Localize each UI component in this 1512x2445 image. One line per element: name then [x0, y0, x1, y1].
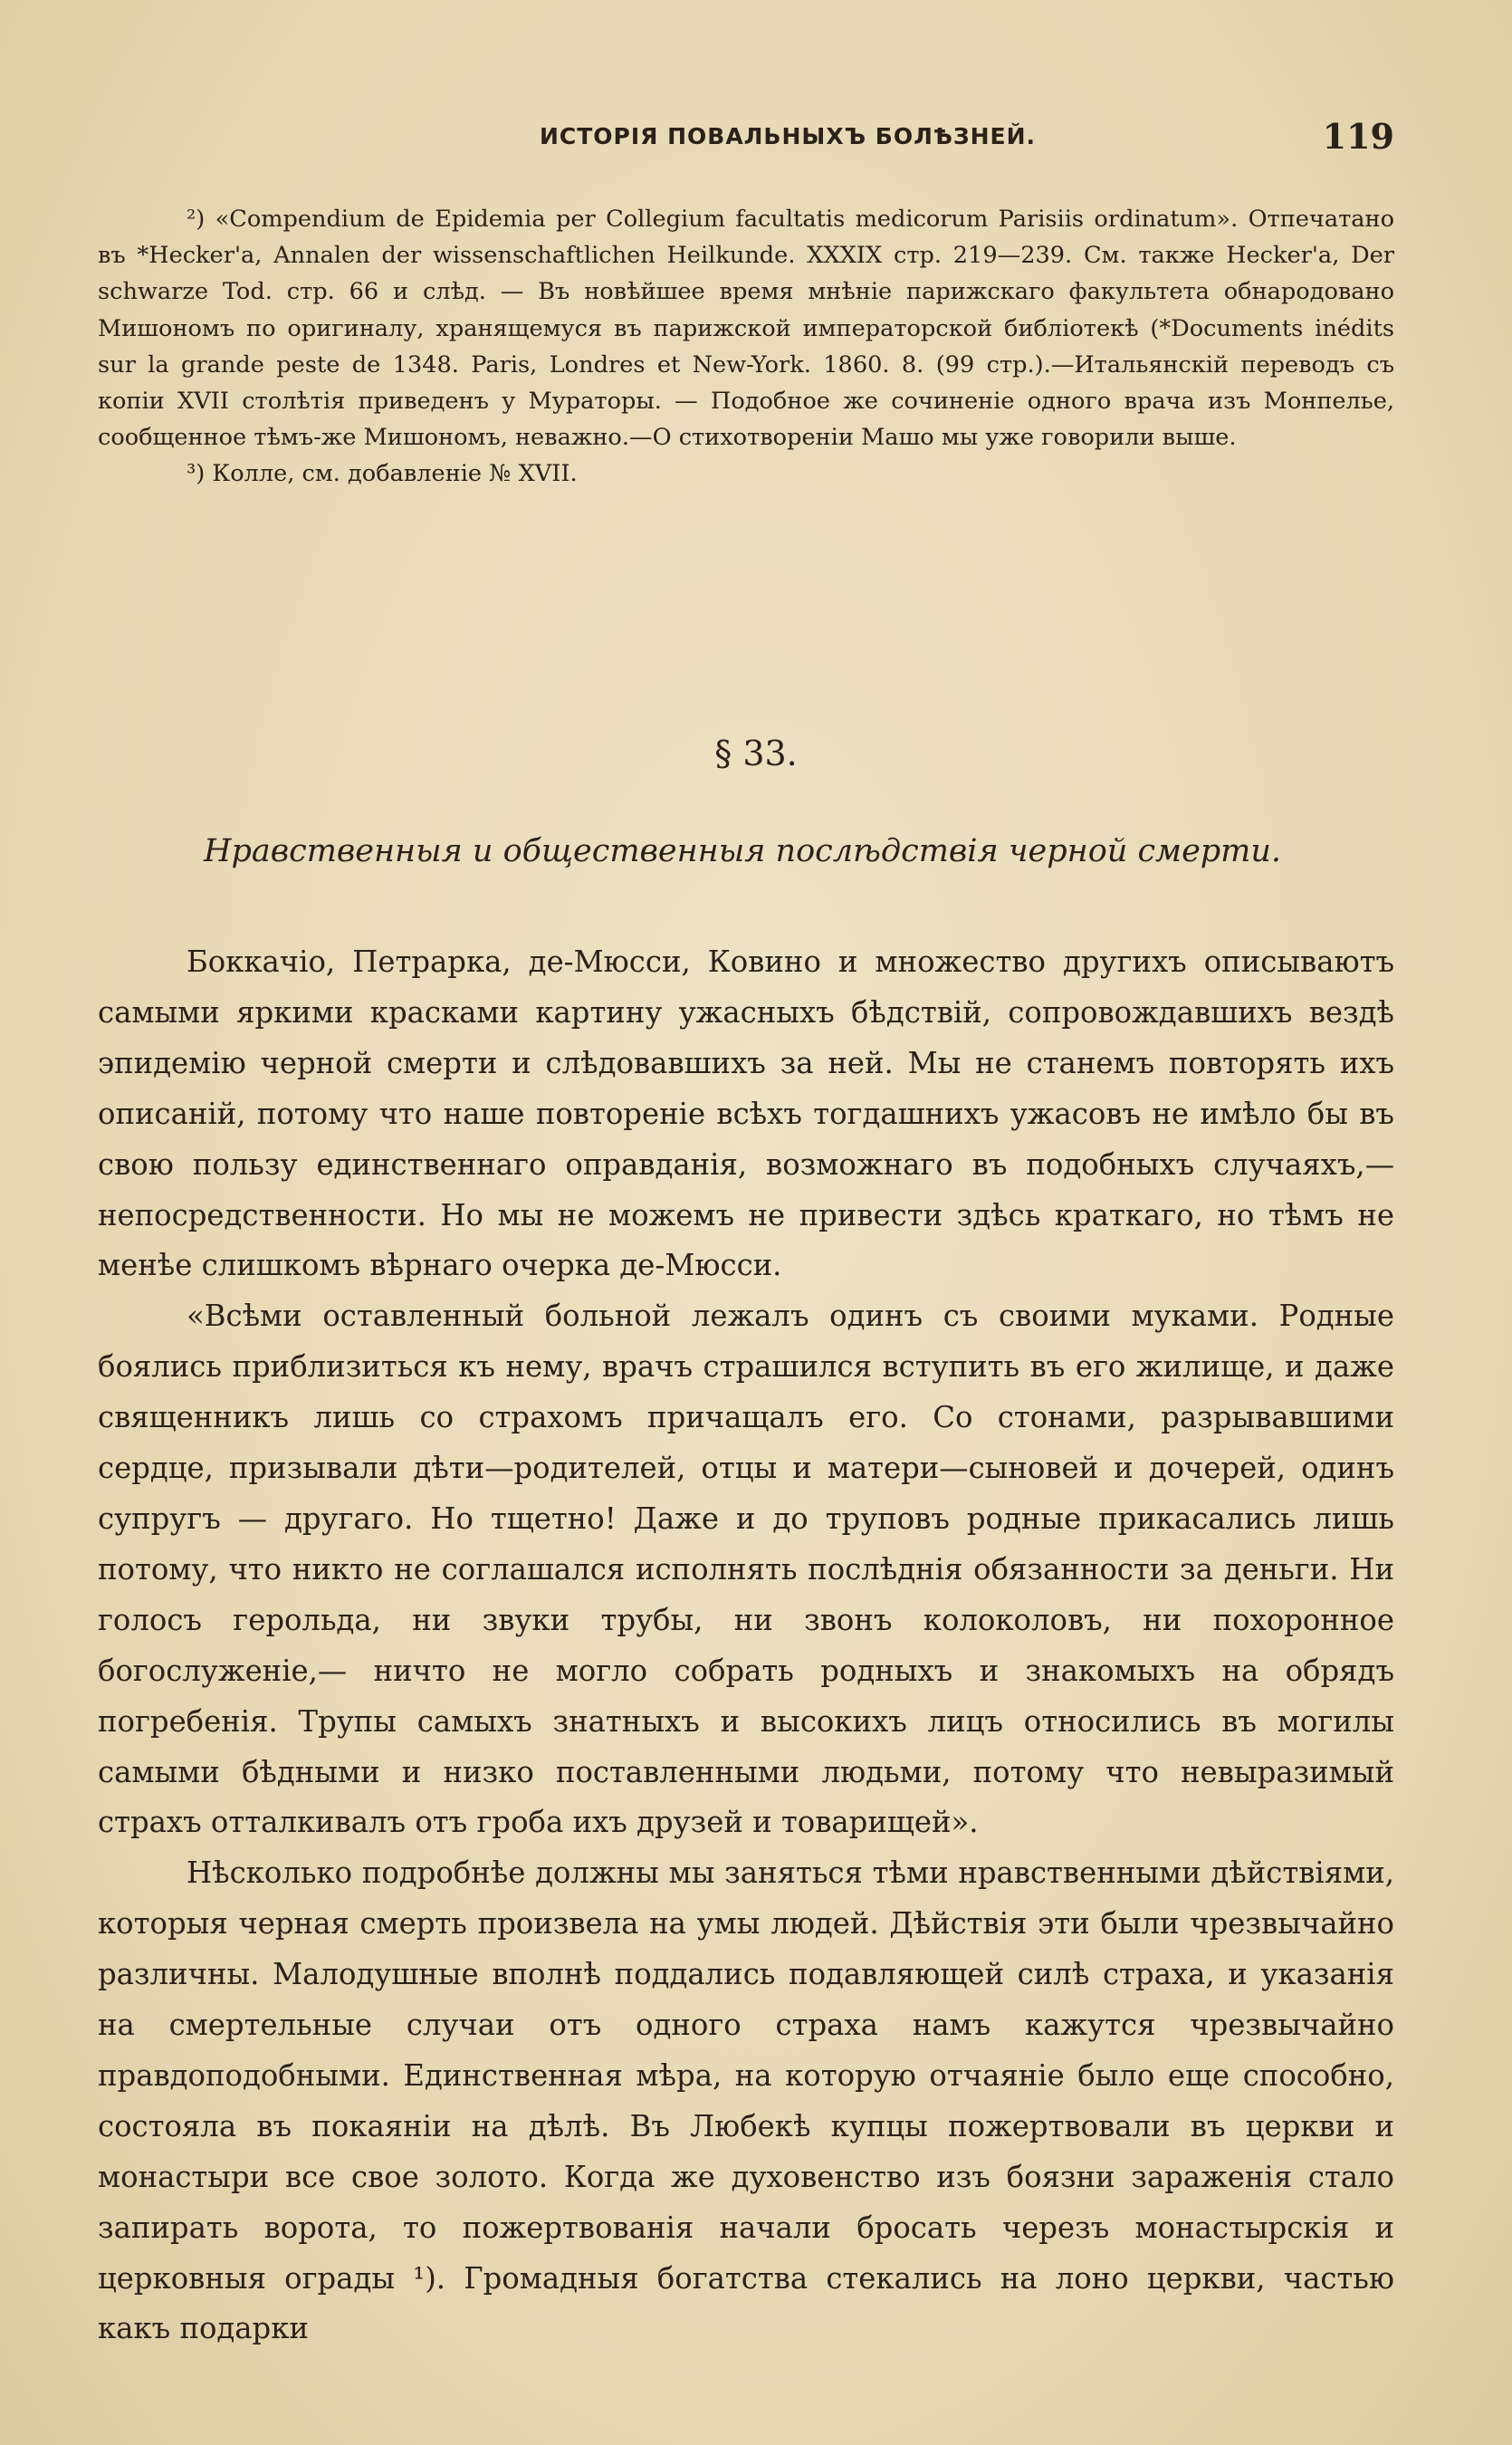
running-title: ИСТОРІЯ ПОВАЛЬНЫХЪ БОЛѢЗНЕЙ. — [539, 123, 1037, 149]
paragraph-2: «Всѣми оставленный больной лежалъ одинъ съ своими муками. Родные боялись приблизиться къ нему, врачъ страшился вступить въ его жилище, и даже священникъ лишь со страхомъ причащалъ его. Со стонами, разрывавшими сердце, призывали дѣти—родителей, отцы и матери—сыновей и дочерей, одинъ супругъ — другаго. Но тщетно! Даже и до труповъ родные прикасались лишь потому, что никто не соглашался исполнять послѣднія обязанности за деньги. Ни голосъ герольда, ни звуки трубы, ни звонъ колоколовъ, ни похоронное богослуженіе,— ничто не могло собрать родныхъ и знакомыхъ на обрядъ погребенія. Трупы самыхъ знатныхъ и высокихъ лицъ относились въ могилы самыми бѣдными и низко поставленными людьми, потому что невыразимый страхъ отталкивалъ отъ гроба ихъ друзей и товарищей». — [98, 1299, 1394, 1840]
footnote-3: ³) Колле, см. добавленіе № XVII. — [187, 460, 578, 488]
paragraph-3: Нѣсколько подробнѣе должны мы заняться тѣми нравственными дѣйствіями, которыя черная смерть произвела на умы людей. Дѣйствія эти были чрезвычайно различны. Малодушные вполнѣ поддались подавляющей силѣ страха, и указанія на смертельные случаи отъ одного страха намъ кажутся чрезвычайно правдоподобными. Единственная мѣра, на которую отчаяніе было еще способно, состояла въ покаяніи на дѣлѣ. Въ Любекѣ купцы пожертвовали въ церкви и монастыри все свое золото. Когда же духовенство изъ боязни зараженія стало запирать ворота, то пожертвованія начали бросать черезъ монастырскія и церковныя ограды ¹). Громадныя богатства стекались на лоно церкви, частью какъ подарки — [98, 1855, 1394, 2346]
paragraph-1: Боккачіо, Петрарка, де-Мюсси, Ковино и множество другихъ описываютъ самыми яркими красками картину ужасныхъ бѣдствій, сопровождавшихъ вездѣ эпидемію черной смерти и слѣдовавшихъ за ней. Мы не станемъ повторять ихъ описаній, потому что наше повтореніе всѣхъ тогдашнихъ ужасовъ не имѣло бы въ свою пользу единственнаго оправданія, возможнаго въ подобныхъ случаяхъ,— непосредственности. Но мы не можемъ не привести здѣсь краткаго, но тѣмъ не менѣе слишкомъ вѣрнаго очерка де-Мюсси. — [98, 944, 1394, 1283]
footnotes — [98, 201, 1394, 493]
section-number: § 33. — [714, 734, 798, 773]
body-text — [98, 937, 1394, 2354]
page-number: 119 — [1322, 116, 1394, 157]
section-title: Нравственныя и общественныя послѣдствія черной смерти. — [203, 833, 1282, 869]
page-header — [181, 116, 1394, 161]
footnote-2: ²) «Compendium de Epidemia per Collegium facultatis medicorum Parisiis ordinatum». Отпечатано въ *Hecker'а, Annalen der wissenschaftlichen Heilkunde. XXXIX стр. 219—239. См. также Hecker'а, Der schwarze Tod. стр. 66 и слѣд. — Въ новѣйшее время мнѣніе парижскаго факультета обнародовано Мишономъ по оригиналу, хранящемуся въ парижской императорской библіотекѣ (*Documents inédits sur la grande peste de 1348. Paris, Londres et New-York. 1860. 8. (99 стр.).—Итальянскій переводъ съ копіи XVII столѣтія приведенъ у Мураторы. — Подобное же сочиненіе одного врача изъ Монпелье, сообщенное тѣмъ-же Мишономъ, неважно.—О стихотвореніи Машо мы уже говорили выше. — [98, 206, 1394, 452]
